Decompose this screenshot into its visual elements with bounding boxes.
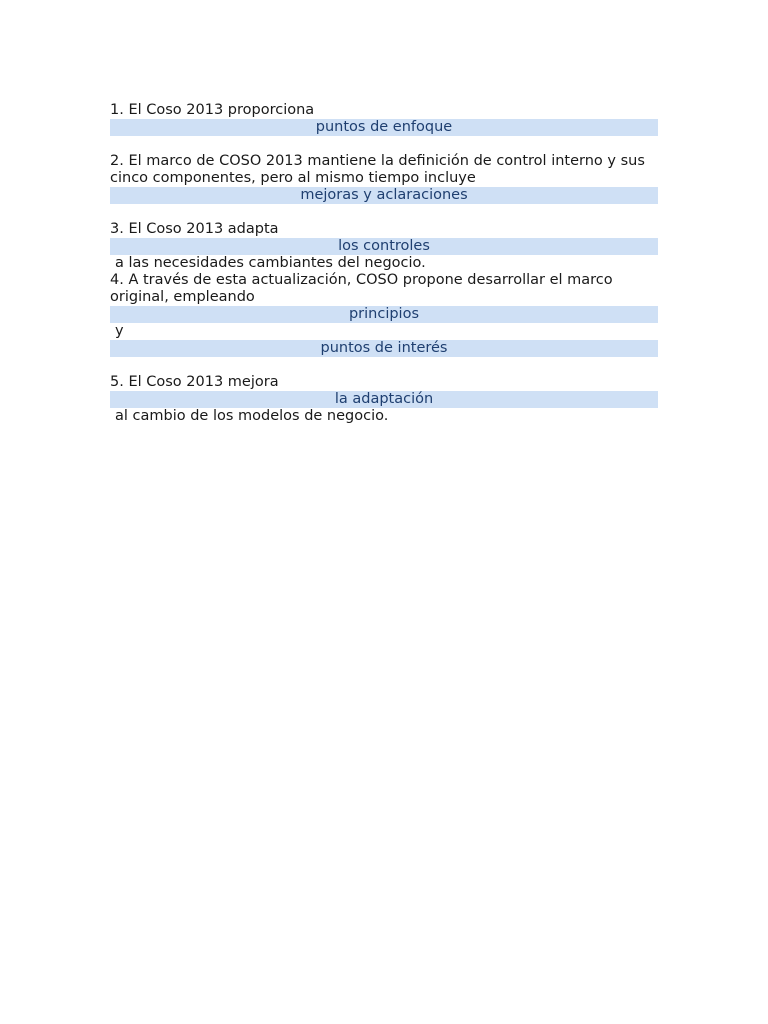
q5-suffix: al cambio de los modelos de negocio.: [115, 408, 389, 424]
q5-prompt: 5. El Coso 2013 mejora: [110, 374, 279, 390]
q2-prompt: 2. El marco de COSO 2013 mantiene la definición de control interno y sus cinco componentes, pero al mismo tiempo incluye: [110, 153, 645, 186]
q5-answer-field[interactable]: la adaptación: [110, 391, 658, 408]
q4-connector: y: [115, 323, 124, 339]
quiz-document: [110, 102, 658, 425]
q4-prompt: 4. A través de esta actualización, COSO propone desarrollar el marco original, empleando: [110, 272, 613, 305]
spacer: [110, 204, 658, 221]
q3-prompt: 3. El Coso 2013 adapta: [110, 221, 279, 237]
q4-answer-field-1[interactable]: principios: [110, 306, 658, 323]
q3-answer-field[interactable]: los controles: [110, 238, 658, 255]
q4-answer-field-2[interactable]: puntos de interés: [110, 340, 658, 357]
spacer: [110, 357, 658, 374]
q1-prompt: 1. El Coso 2013 proporciona: [110, 102, 315, 118]
q1-answer-field[interactable]: puntos de enfoque: [110, 119, 658, 136]
q3-suffix: a las necesidades cambiantes del negocio.: [115, 255, 426, 271]
spacer: [110, 136, 658, 153]
q2-answer-field[interactable]: mejoras y aclaraciones: [110, 187, 658, 204]
